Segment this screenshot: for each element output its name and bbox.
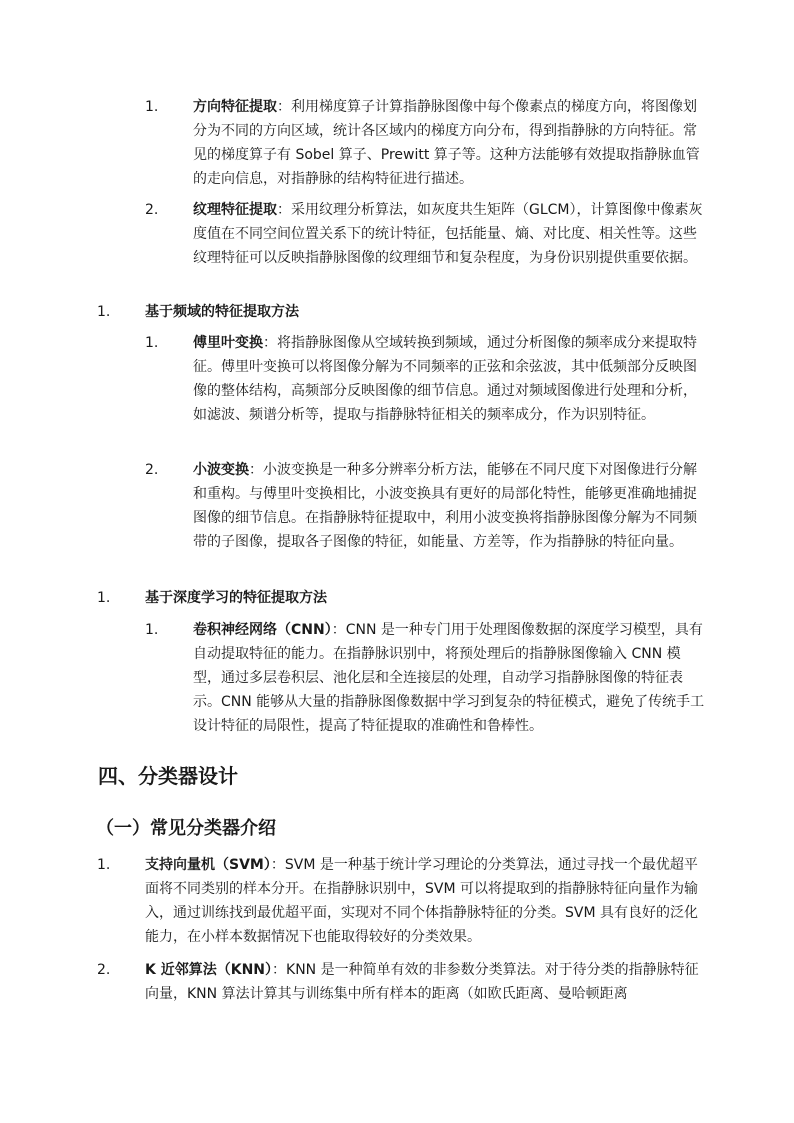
list-item-deep-learning bbox=[97, 586, 705, 610]
paragraph-text: ：将指静脉图像从空域转换到频域，通过分析图像的频率成分来提取特征。傅里叶变换可以将图像分解为不同频率的正弦和余弦波，其中低频部分反映图像的整体结构，高频部分反映图像的细节信息。通过对频域图像进行处理和分析，如滤波、频谱分析等，提取与指静脉特征相关的频率成分，作为识别特征。 bbox=[193, 335, 697, 423]
paragraph-text: ：采用纹理分析算法，如灰度共生矩阵（GLCM），计算图像中像素灰度值在不同空间位置关系下的统计特征，包括能量、熵、对比度、相关性等。这些纹理特征可以反映指静脉图像的纹理细节和复杂程度，为身份识别提供重要依据。 bbox=[193, 202, 703, 266]
term: 纹理特征提取 bbox=[193, 202, 277, 218]
list-number: 1. bbox=[145, 335, 159, 351]
section-heading: （一）常见分类器介绍 bbox=[96, 818, 276, 839]
list-item-body bbox=[145, 853, 705, 949]
term: 小波变换 bbox=[193, 462, 249, 478]
term: K 近邻算法（KNN） bbox=[145, 962, 273, 978]
paragraph-text: ：利用梯度算子计算指静脉图像中每个像素点的梯度方向，将图像划分为不同的方向区域，统计各区域内的梯度方向分布，得到指静脉的方向特征。常见的梯度算子有 Sobel 算子、Prewitt 算子等。这种方法能够有效提取指静脉血管的走向信息，对指静脉的结构特征进行描述。 bbox=[193, 99, 700, 187]
list-item-texture-feature bbox=[145, 198, 705, 270]
list-number: 2. bbox=[145, 202, 159, 218]
term: 傅里叶变换 bbox=[193, 335, 263, 351]
list-number: 1. bbox=[97, 857, 111, 873]
list-item-wavelet bbox=[145, 458, 705, 554]
list-item-body bbox=[145, 586, 705, 610]
list-number: 1. bbox=[145, 99, 159, 115]
list-item-frequency-domain bbox=[97, 300, 705, 324]
list-item-knn bbox=[97, 958, 705, 1006]
section-heading: 基于频域的特征提取方法 bbox=[145, 304, 299, 320]
paragraph-text: ：SVM 是一种基于统计学习理论的分类算法，通过寻找一个最优超平面将不同类别的样本分开。在指静脉识别中，SVM 可以将提取到的指静脉特征向量作为输入，通过训练找到最优超平面，实现对不同个体指静脉特征的分类。SVM 具有良好的泛化能力，在小样本数据情况下也能取得较好的分类效果。 bbox=[145, 857, 698, 945]
list-item-direction-feature bbox=[145, 95, 705, 191]
list-item-body bbox=[193, 331, 705, 427]
list-item-body bbox=[145, 958, 705, 1006]
term: 支持向量机（SVM） bbox=[145, 857, 271, 873]
paragraph-text: ：小波变换是一种多分辨率分析方法，能够在不同尺度下对图像进行分解和重构。与傅里叶变换相比，小波变换具有更好的局部化特性，能够更准确地捕捉图像的细节信息。在指静脉特征提取中，利用小波变换将指静脉图像分解为不同频带的子图像，提取各子图像的特征，如能量、方差等，作为指静脉的特征向量。 bbox=[193, 462, 697, 550]
list-item-body bbox=[193, 95, 705, 191]
list-item-body bbox=[193, 458, 705, 554]
list-number: 2. bbox=[145, 462, 159, 478]
list-number: 1. bbox=[145, 622, 159, 638]
section-heading: 基于深度学习的特征提取方法 bbox=[145, 590, 327, 606]
list-number: 2. bbox=[97, 962, 111, 978]
list-item-fourier bbox=[145, 331, 705, 427]
list-number: 1. bbox=[97, 304, 111, 320]
paragraph-text: ：CNN 是一种专门用于处理图像数据的深度学习模型，具有自动提取特征的能力。在指静脉识别中，将预处理后的指静脉图像输入 CNN 模型，通过多层卷积层、池化层和全连接层的处理，自动学习指静脉图像的特征表示。CNN 能够从大量的指静脉图像数据中学习到复杂的特征模式，避免了传统手工设计特征的局限性，提高了特征提取的准确性和鲁棒性。 bbox=[193, 622, 705, 734]
list-item-body bbox=[145, 300, 705, 324]
list-item-body bbox=[193, 198, 705, 270]
list-number: 1. bbox=[97, 590, 111, 606]
chapter-heading: 四、分类器设计 bbox=[98, 764, 238, 788]
list-item-svm bbox=[97, 853, 705, 949]
list-item-body bbox=[193, 618, 705, 738]
list-item-cnn bbox=[145, 618, 705, 738]
term: 卷积神经网络（CNN） bbox=[193, 622, 332, 638]
term: 方向特征提取 bbox=[193, 99, 277, 115]
paragraph-text: ：KNN 是一种简单有效的非参数分类算法。对于待分类的指静脉特征向量，KNN 算法计算其与训练集中所有样本的距离（如欧氏距离、曼哈顿距离 bbox=[145, 962, 699, 1002]
